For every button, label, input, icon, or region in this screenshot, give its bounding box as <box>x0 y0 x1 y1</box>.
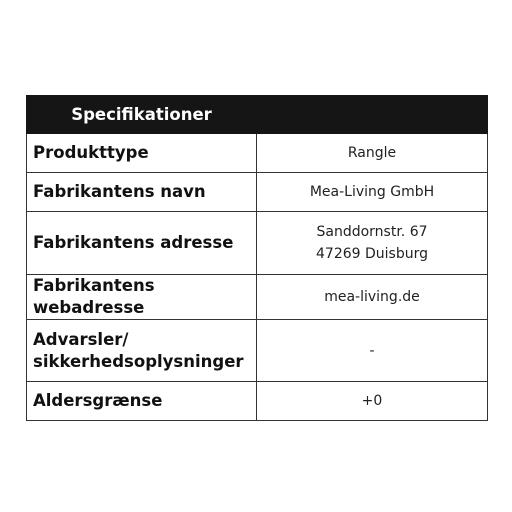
table-row-manufacturer-address <box>27 212 488 275</box>
row-value: Mea-Living GmbH <box>257 173 488 212</box>
row-label: Aldersgrænse <box>27 382 257 421</box>
row-value: Rangle <box>257 134 488 173</box>
table-row-warnings <box>27 320 488 382</box>
row-value-address <box>257 212 488 275</box>
table-row-manufacturer-name <box>27 173 488 212</box>
header-row <box>27 96 488 134</box>
table-header <box>27 96 488 134</box>
row-label: Fabrikantens navn <box>27 173 257 212</box>
table-row-product-type <box>27 134 488 173</box>
row-value: +0 <box>257 382 488 421</box>
row-value: mea-living.de <box>257 275 488 320</box>
header-empty-cell <box>257 96 488 134</box>
row-label: Fabrikantens webadresse <box>27 275 257 320</box>
row-label: Produkttype <box>27 134 257 173</box>
row-label: Fabrikantens adresse <box>27 212 257 275</box>
label-line-2: sikkerhedsoplysninger <box>33 351 244 371</box>
row-label-warnings <box>27 320 257 382</box>
row-value: - <box>257 320 488 382</box>
address-city: 47269 Duisburg <box>316 246 428 262</box>
table-row-manufacturer-website <box>27 275 488 320</box>
label-line-1: Advarsler/ <box>33 329 129 349</box>
specifications-table <box>26 95 488 421</box>
address-street: Sanddornstr. 67 <box>316 224 428 240</box>
table-row-age-limit <box>27 382 488 421</box>
header-title: Specifikationer <box>27 96 257 134</box>
